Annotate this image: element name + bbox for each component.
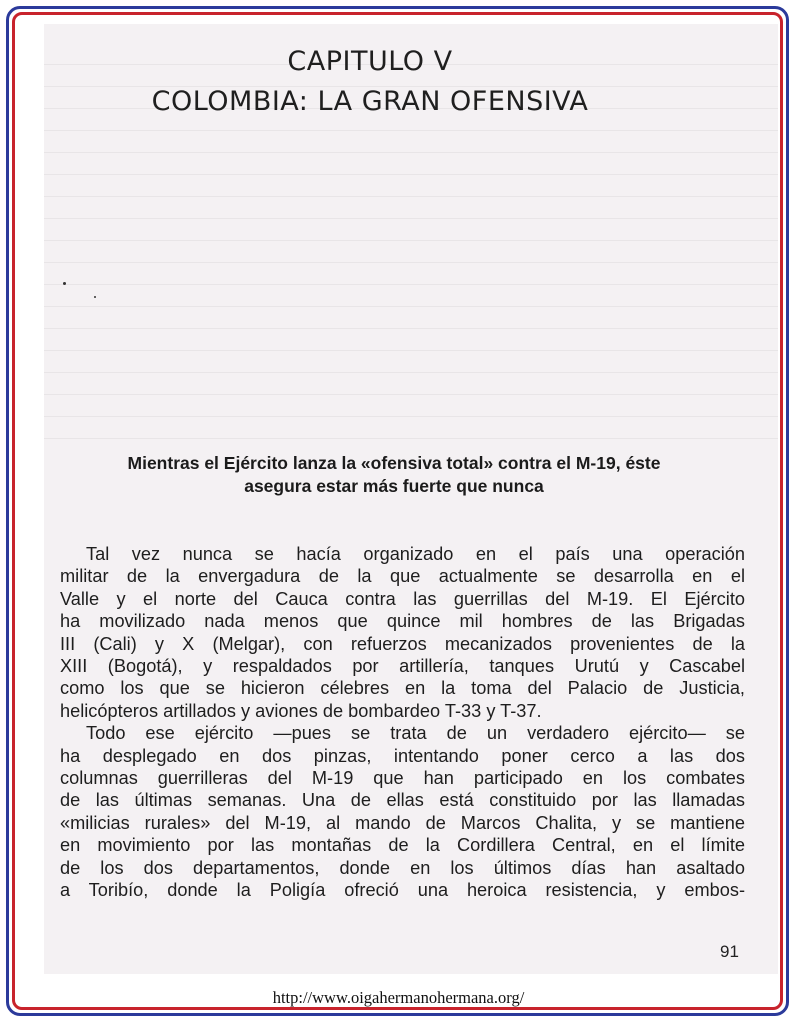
text-line: III (Cali) y X (Melgar), con refuerzos mecanizados provenientes de la bbox=[60, 633, 745, 654]
text-line: XIII (Bogotá), y respaldados por artillería, tanques Urutú y Cascabel bbox=[60, 656, 745, 677]
chapter-title: COLOMBIA: LA GRAN OFENSIVA bbox=[151, 86, 589, 117]
text-line: helicópteros artillados y aviones de bombardeo T-33 y T-37. bbox=[60, 700, 542, 721]
headline-line-1: Mientras el Ejército lanza la «ofensiva total» contra el M-19, éste bbox=[127, 453, 661, 473]
text-line: a Toribío, donde la Poligía ofreció una heroica resistencia, y embos- bbox=[60, 880, 745, 901]
text-line: como los que se hicieron célebres en la toma del Palacio de Justicia, bbox=[60, 678, 745, 699]
text-line: Todo ese ejército —pues se trata de un verdadero ejército— se bbox=[86, 723, 745, 744]
chapter-number: CAPITULO V bbox=[287, 46, 453, 77]
text-line: de los dos departamentos, donde en los últimos días han asaltado bbox=[60, 857, 745, 878]
article-headline bbox=[44, 452, 744, 498]
article-body bbox=[60, 543, 745, 902]
headline-line-2: asegura estar más fuerte que nunca bbox=[244, 476, 544, 496]
paragraph-1 bbox=[60, 543, 745, 722]
text-line: ha movilizado nada menos que quince mil hombres de las Brigadas bbox=[60, 611, 745, 632]
footer-url-link[interactable]: http://www.oigahermanohermana.org/ bbox=[272, 988, 525, 1007]
paragraph-2 bbox=[60, 722, 745, 901]
text-line: columnas guerrilleras del M-19 que han participado en los combates bbox=[60, 768, 745, 789]
text-line: Tal vez nunca se hacía organizado en el país una operación bbox=[86, 544, 745, 564]
text-line: ha desplegado en dos pinzas, intentando poner cerco a las dos bbox=[60, 745, 745, 766]
page-number: 91 bbox=[720, 942, 739, 961]
text-line: en movimiento por las montañas de la Cordillera Central, en el límite bbox=[60, 835, 745, 856]
text-line: militar de la envergadura de la que actualmente se desarrolla en el bbox=[60, 566, 745, 587]
text-line: Valle y el norte del Cauca contra las guerrillas del M-19. El Ejército bbox=[60, 588, 745, 609]
text-line: de las últimas semanas. Una de ellas está constituido por las llamadas bbox=[60, 790, 745, 811]
text-line: «milicias rurales» del M-19, al mando de Marcos Chalita, y se mantiene bbox=[60, 812, 745, 833]
